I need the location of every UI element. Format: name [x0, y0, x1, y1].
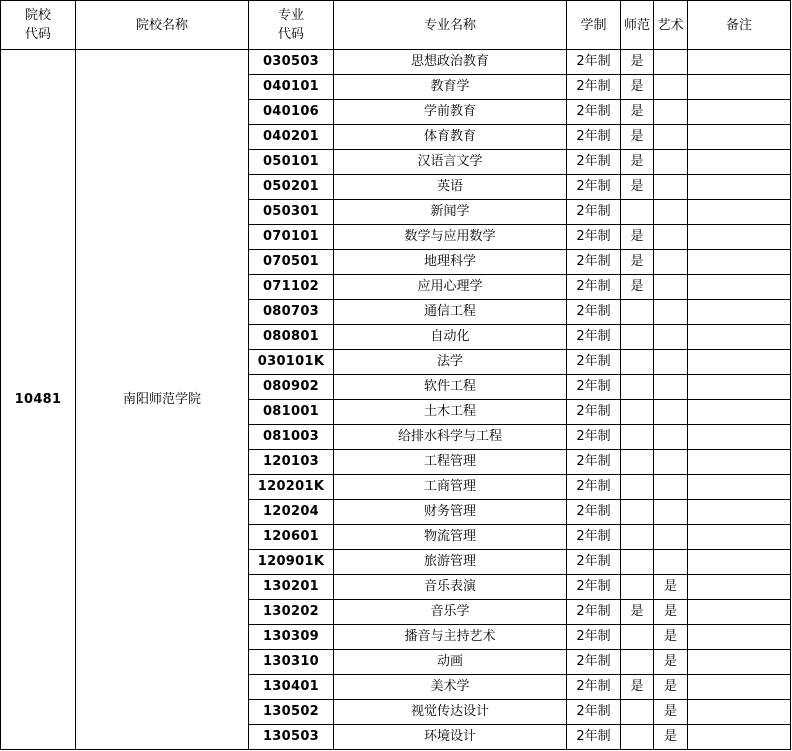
major-code-cell: 070501	[249, 250, 334, 275]
table-header	[1, 1, 791, 50]
remarks-cell	[688, 125, 791, 150]
art-cell	[654, 75, 688, 100]
major-code-cell: 080801	[249, 325, 334, 350]
header-art: 艺术	[654, 1, 688, 50]
duration-cell: 2年制	[567, 625, 621, 650]
art-cell: 是	[654, 625, 688, 650]
duration-cell: 2年制	[567, 575, 621, 600]
art-cell	[654, 50, 688, 75]
header-major-code-line2: 代码	[277, 27, 304, 42]
art-cell	[654, 475, 688, 500]
major-name-cell: 法学	[334, 350, 567, 375]
major-name-cell: 视觉传达设计	[334, 700, 567, 725]
major-name-cell: 播音与主持艺术	[334, 625, 567, 650]
art-cell	[654, 400, 688, 425]
major-code-cell: 120901K	[249, 550, 334, 575]
remarks-cell	[688, 50, 791, 75]
art-cell: 是	[654, 600, 688, 625]
header-row	[1, 1, 791, 50]
art-cell: 是	[654, 725, 688, 750]
art-cell	[654, 175, 688, 200]
remarks-cell	[688, 625, 791, 650]
normal-cell: 是	[621, 225, 654, 250]
major-code-cell: 120103	[249, 450, 334, 475]
art-cell	[654, 250, 688, 275]
remarks-cell	[688, 225, 791, 250]
normal-cell	[621, 350, 654, 375]
remarks-cell	[688, 275, 791, 300]
duration-cell: 2年制	[567, 325, 621, 350]
duration-cell: 2年制	[567, 675, 621, 700]
remarks-cell	[688, 450, 791, 475]
art-cell	[654, 225, 688, 250]
art-cell	[654, 375, 688, 400]
header-normal: 师范	[621, 1, 654, 50]
major-name-cell: 美术学	[334, 675, 567, 700]
major-name-cell: 通信工程	[334, 300, 567, 325]
duration-cell: 2年制	[567, 350, 621, 375]
duration-cell: 2年制	[567, 150, 621, 175]
major-code-cell: 030101K	[249, 350, 334, 375]
major-name-cell: 自动化	[334, 325, 567, 350]
normal-cell: 是	[621, 275, 654, 300]
duration-cell: 2年制	[567, 450, 621, 475]
major-name-cell: 给排水科学与工程	[334, 425, 567, 450]
art-cell: 是	[654, 675, 688, 700]
major-name-cell: 环境设计	[334, 725, 567, 750]
table-row	[1, 50, 791, 75]
duration-cell: 2年制	[567, 275, 621, 300]
duration-cell: 2年制	[567, 375, 621, 400]
duration-cell: 2年制	[567, 425, 621, 450]
duration-cell: 2年制	[567, 525, 621, 550]
major-code-cell: 040201	[249, 125, 334, 150]
normal-cell	[621, 700, 654, 725]
normal-cell	[621, 325, 654, 350]
art-cell	[654, 500, 688, 525]
art-cell	[654, 275, 688, 300]
header-major-code-line1: 专业	[277, 8, 304, 23]
major-code-cell: 030503	[249, 50, 334, 75]
remarks-cell	[688, 75, 791, 100]
art-cell	[654, 150, 688, 175]
remarks-cell	[688, 650, 791, 675]
duration-cell: 2年制	[567, 300, 621, 325]
header-school-code-line2: 代码	[24, 27, 51, 42]
major-name-cell: 工商管理	[334, 475, 567, 500]
normal-cell	[621, 725, 654, 750]
header-duration: 学制	[567, 1, 621, 50]
duration-cell: 2年制	[567, 50, 621, 75]
major-code-cell: 130401	[249, 675, 334, 700]
duration-cell: 2年制	[567, 175, 621, 200]
remarks-cell	[688, 350, 791, 375]
major-code-cell: 080902	[249, 375, 334, 400]
duration-cell: 2年制	[567, 475, 621, 500]
art-cell	[654, 425, 688, 450]
duration-cell: 2年制	[567, 600, 621, 625]
art-cell: 是	[654, 575, 688, 600]
major-name-cell: 英语	[334, 175, 567, 200]
normal-cell	[621, 625, 654, 650]
major-name-cell: 物流管理	[334, 525, 567, 550]
remarks-cell	[688, 200, 791, 225]
remarks-cell	[688, 575, 791, 600]
duration-cell: 2年制	[567, 700, 621, 725]
normal-cell	[621, 300, 654, 325]
duration-cell: 2年制	[567, 400, 621, 425]
major-code-cell: 130202	[249, 600, 334, 625]
remarks-cell	[688, 525, 791, 550]
header-major-name: 专业名称	[334, 1, 567, 50]
remarks-cell	[688, 150, 791, 175]
major-code-cell: 071102	[249, 275, 334, 300]
major-code-cell: 130310	[249, 650, 334, 675]
normal-cell	[621, 525, 654, 550]
duration-cell: 2年制	[567, 75, 621, 100]
art-cell	[654, 100, 688, 125]
header-remarks: 备注	[688, 1, 791, 50]
major-code-cell: 070101	[249, 225, 334, 250]
duration-cell: 2年制	[567, 100, 621, 125]
remarks-cell	[688, 375, 791, 400]
major-name-cell: 音乐表演	[334, 575, 567, 600]
remarks-cell	[688, 725, 791, 750]
major-code-cell: 120601	[249, 525, 334, 550]
art-cell: 是	[654, 650, 688, 675]
major-code-cell: 050201	[249, 175, 334, 200]
major-code-cell: 081001	[249, 400, 334, 425]
normal-cell: 是	[621, 125, 654, 150]
major-name-cell: 思想政治教育	[334, 50, 567, 75]
normal-cell	[621, 425, 654, 450]
major-code-cell: 040106	[249, 100, 334, 125]
major-name-cell: 汉语言文学	[334, 150, 567, 175]
duration-cell: 2年制	[567, 225, 621, 250]
major-code-cell: 130502	[249, 700, 334, 725]
normal-cell: 是	[621, 250, 654, 275]
table-body	[1, 50, 791, 750]
major-name-cell: 学前教育	[334, 100, 567, 125]
header-school-code	[1, 1, 76, 50]
major-name-cell: 软件工程	[334, 375, 567, 400]
major-name-cell: 音乐学	[334, 600, 567, 625]
duration-cell: 2年制	[567, 500, 621, 525]
art-cell	[654, 450, 688, 475]
major-code-cell: 050301	[249, 200, 334, 225]
remarks-cell	[688, 325, 791, 350]
major-code-cell: 120204	[249, 500, 334, 525]
normal-cell	[621, 450, 654, 475]
art-cell	[654, 125, 688, 150]
remarks-cell	[688, 700, 791, 725]
normal-cell: 是	[621, 675, 654, 700]
normal-cell: 是	[621, 100, 654, 125]
remarks-cell	[688, 400, 791, 425]
major-name-cell: 教育学	[334, 75, 567, 100]
major-name-cell: 工程管理	[334, 450, 567, 475]
normal-cell	[621, 200, 654, 225]
remarks-cell	[688, 500, 791, 525]
duration-cell: 2年制	[567, 250, 621, 275]
normal-cell	[621, 400, 654, 425]
art-cell	[654, 200, 688, 225]
header-school-name: 院校名称	[76, 1, 249, 50]
duration-cell: 2年制	[567, 125, 621, 150]
art-cell	[654, 300, 688, 325]
major-name-cell: 土木工程	[334, 400, 567, 425]
school-code-cell: 10481	[1, 50, 76, 750]
remarks-cell	[688, 250, 791, 275]
normal-cell: 是	[621, 600, 654, 625]
major-code-cell: 130503	[249, 725, 334, 750]
normal-cell	[621, 575, 654, 600]
major-name-cell: 体育教育	[334, 125, 567, 150]
normal-cell: 是	[621, 150, 654, 175]
major-code-cell: 081003	[249, 425, 334, 450]
major-name-cell: 财务管理	[334, 500, 567, 525]
duration-cell: 2年制	[567, 725, 621, 750]
major-code-cell: 130201	[249, 575, 334, 600]
major-name-cell: 新闻学	[334, 200, 567, 225]
major-name-cell: 旅游管理	[334, 550, 567, 575]
art-cell	[654, 525, 688, 550]
normal-cell	[621, 475, 654, 500]
duration-cell: 2年制	[567, 200, 621, 225]
normal-cell	[621, 550, 654, 575]
art-cell	[654, 325, 688, 350]
major-name-cell: 数学与应用数学	[334, 225, 567, 250]
normal-cell: 是	[621, 50, 654, 75]
major-name-cell: 应用心理学	[334, 275, 567, 300]
major-code-cell: 120201K	[249, 475, 334, 500]
major-code-cell: 050101	[249, 150, 334, 175]
header-school-code-line1: 院校	[24, 8, 51, 23]
major-name-cell: 地理科学	[334, 250, 567, 275]
remarks-cell	[688, 550, 791, 575]
remarks-cell	[688, 600, 791, 625]
art-cell: 是	[654, 700, 688, 725]
header-major-code	[249, 1, 334, 50]
major-name-cell: 动画	[334, 650, 567, 675]
remarks-cell	[688, 175, 791, 200]
duration-cell: 2年制	[567, 550, 621, 575]
normal-cell: 是	[621, 75, 654, 100]
normal-cell: 是	[621, 175, 654, 200]
normal-cell	[621, 375, 654, 400]
normal-cell	[621, 500, 654, 525]
normal-cell	[621, 650, 654, 675]
duration-cell: 2年制	[567, 650, 621, 675]
remarks-cell	[688, 425, 791, 450]
remarks-cell	[688, 100, 791, 125]
major-code-cell: 080703	[249, 300, 334, 325]
remarks-cell	[688, 475, 791, 500]
remarks-cell	[688, 675, 791, 700]
major-code-cell: 130309	[249, 625, 334, 650]
school-name-cell: 南阳师范学院	[76, 50, 249, 750]
art-cell	[654, 550, 688, 575]
remarks-cell	[688, 300, 791, 325]
major-code-cell: 040101	[249, 75, 334, 100]
art-cell	[654, 350, 688, 375]
